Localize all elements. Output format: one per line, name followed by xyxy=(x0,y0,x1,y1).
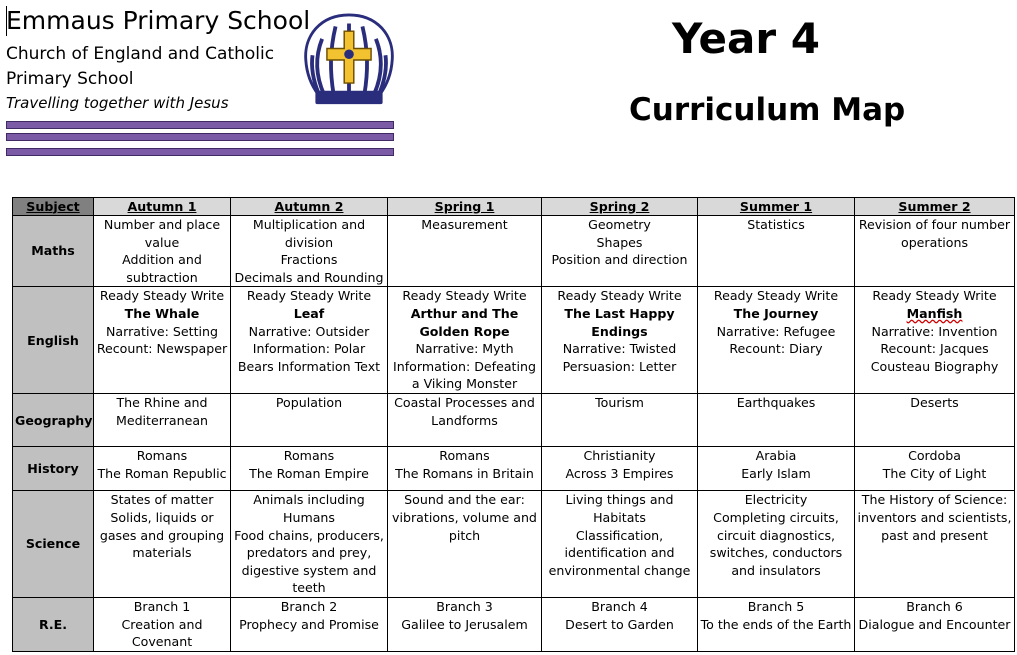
table-cell xyxy=(855,447,1015,491)
cell-line: Ready Steady Write xyxy=(246,288,372,304)
cell-line: Deserts xyxy=(910,395,959,411)
table-row xyxy=(13,447,1015,491)
cell-line: Branch 6 xyxy=(906,598,963,614)
table-cell xyxy=(94,447,231,491)
cell-line: The City of Light xyxy=(882,465,987,481)
cell-line: Food chains, producers, predators and prey, digestive system and teeth xyxy=(234,527,384,596)
cell-line: Early Islam xyxy=(741,465,811,481)
table-cell xyxy=(542,394,698,447)
school-motto: Travelling together with Jesus xyxy=(6,94,229,112)
column-header: Autumn 2 xyxy=(231,198,388,216)
cell-line: Narrative: Myth xyxy=(415,341,514,357)
cell-line: Christianity xyxy=(583,448,656,464)
book-title: Leaf xyxy=(293,305,325,321)
table-cell xyxy=(94,597,231,651)
table-cell xyxy=(855,287,1015,394)
table-cell xyxy=(388,287,542,394)
cell-line: Earthquakes xyxy=(736,395,816,411)
cell-line: Population xyxy=(275,395,343,411)
table-row xyxy=(13,491,1015,598)
cell-line: Recount: Jacques Cousteau Biography xyxy=(870,341,999,374)
cell-line: Fractions xyxy=(280,252,338,268)
table-row xyxy=(13,287,1015,394)
cell-line: Arabia xyxy=(755,448,797,464)
cell-line: Creation and Covenant xyxy=(121,616,203,650)
subject-label: R.E. xyxy=(13,597,94,651)
book-title: The Journey xyxy=(733,305,819,321)
book-title: The Whale xyxy=(124,305,200,321)
column-header: Summer 2 xyxy=(855,198,1015,216)
table-cell xyxy=(388,491,542,598)
table-row xyxy=(13,216,1015,287)
table-cell xyxy=(94,216,231,287)
cell-line: Tourism xyxy=(595,395,644,411)
header-row xyxy=(13,198,1015,216)
cell-line: Classification, identification and environmental change xyxy=(548,527,691,578)
table-cell xyxy=(94,394,231,447)
cell-line: Multiplication and division xyxy=(252,217,366,250)
table-cell xyxy=(698,287,855,394)
curriculum-map-title: Curriculum Map xyxy=(629,92,906,128)
column-header: Spring 2 xyxy=(542,198,698,216)
table-cell xyxy=(698,491,855,598)
school-name: Emmaus Primary School xyxy=(6,6,311,35)
cell-line: Completing circuits, circuit diagnostics, switches, conductors and insulators xyxy=(709,509,843,578)
table-cell xyxy=(231,491,388,598)
cell-line: Branch 1 xyxy=(133,598,191,614)
cell-line: Romans xyxy=(439,448,490,464)
cell-line: Ready Steady Write xyxy=(872,288,997,304)
cell-line: Cordoba xyxy=(908,448,961,464)
cell-line: Narrative: Refugee xyxy=(716,323,836,339)
cell-line: Solids, liquids or gases and grouping materials xyxy=(99,509,225,561)
cell-line: To the ends of the Earth xyxy=(700,616,852,632)
cell-line: Measurement xyxy=(421,217,508,232)
table-cell xyxy=(698,216,855,287)
cell-line: Branch 3 xyxy=(436,598,493,614)
cell-line: Narrative: Setting xyxy=(106,323,218,339)
cell-line: Prophecy and Promise xyxy=(239,616,379,632)
table-cell xyxy=(388,216,542,287)
cell-line: Branch 5 xyxy=(747,598,805,614)
cell-line: The History of Science: inventors and scientists, past and present xyxy=(857,492,1012,543)
column-header: Subject xyxy=(13,198,94,216)
cell-line: Branch 4 xyxy=(591,598,648,614)
book-title xyxy=(857,305,1012,323)
table-cell xyxy=(94,287,231,394)
cell-line: Living things and Habitats xyxy=(565,492,674,525)
cell-line: Geometry xyxy=(588,217,651,232)
cell-line: Desert to Garden xyxy=(565,616,674,632)
cell-line: Revision of four number operations xyxy=(858,217,1011,250)
cell-line: Position and direction xyxy=(551,252,688,268)
cell-line: Across 3 Empires xyxy=(565,465,674,481)
cell-line: Narrative: Twisted xyxy=(562,341,677,357)
cell-line: States of matter xyxy=(110,492,214,508)
table-cell xyxy=(698,447,855,491)
cell-line: The Roman Empire xyxy=(249,465,369,481)
table-cell xyxy=(542,447,698,491)
cell-line: Ready Steady Write xyxy=(402,288,527,304)
cell-line: Ready Steady Write xyxy=(99,288,225,304)
cell-line: Shapes xyxy=(596,234,643,250)
table-cell xyxy=(388,597,542,651)
column-header: Spring 1 xyxy=(388,198,542,216)
subject-label: English xyxy=(13,287,94,394)
cell-line: Romans xyxy=(283,448,335,464)
table-row xyxy=(13,394,1015,447)
cell-line: Sound and the ear: vibrations, volume and pitch xyxy=(392,492,537,543)
table-cell xyxy=(855,394,1015,447)
table-cell xyxy=(698,394,855,447)
cell-line: The Romans in Britain xyxy=(395,465,534,481)
table-cell xyxy=(231,447,388,491)
table-row xyxy=(13,597,1015,651)
cell-line: The Roman Republic xyxy=(97,465,227,481)
cell-line: Branch 2 xyxy=(280,598,338,614)
table-cell xyxy=(855,597,1015,651)
table-cell xyxy=(542,287,698,394)
subject-label: History xyxy=(13,447,94,491)
book-title: The Last Happy Endings xyxy=(564,305,675,339)
table-cell xyxy=(698,597,855,651)
cell-line: Romans xyxy=(136,448,188,464)
cell-line: Decimals and Rounding xyxy=(234,269,384,285)
year-title: Year 4 xyxy=(672,14,820,63)
table-cell xyxy=(388,394,542,447)
decorative-stripe xyxy=(6,121,394,129)
cell-line: Ready Steady Write xyxy=(713,288,839,304)
cell-line: The Rhine and Mediterranean xyxy=(115,395,209,428)
table-cell xyxy=(855,216,1015,287)
table-cell xyxy=(231,216,388,287)
column-header: Summer 1 xyxy=(698,198,855,216)
table-cell xyxy=(542,597,698,651)
table-cell xyxy=(231,394,388,447)
table-cell xyxy=(231,597,388,651)
book-title: Arthur and The Golden Rope xyxy=(410,305,519,339)
subject-label: Maths xyxy=(13,216,94,287)
school-crest-shell-logo xyxy=(300,12,398,108)
cell-line: Narrative: Invention xyxy=(871,323,998,339)
cell-line: Electricity xyxy=(744,492,808,508)
cell-line: Animals including Humans xyxy=(253,492,365,525)
curriculum-table xyxy=(12,197,1015,652)
table-cell xyxy=(388,447,542,491)
spellcheck-word: Manfish xyxy=(906,305,963,321)
column-header: Autumn 1 xyxy=(94,198,231,216)
cell-line: Statistics xyxy=(747,217,805,232)
cell-line: Recount: Newspaper xyxy=(96,341,228,357)
cell-line: Recount: Diary xyxy=(729,341,823,357)
cell-line: Persuasion: Letter xyxy=(562,358,677,374)
cell-line: Ready Steady Write xyxy=(557,288,682,304)
subject-label: Geography xyxy=(13,394,94,447)
cell-line: Number and place value xyxy=(103,217,221,250)
decorative-stripe xyxy=(6,133,394,141)
cell-line: Coastal Processes and Landforms xyxy=(394,395,535,428)
decorative-stripe xyxy=(6,148,394,156)
cell-line: Galilee to Jerusalem xyxy=(401,616,528,632)
table-cell xyxy=(94,491,231,598)
cell-line: Dialogue and Encounter xyxy=(858,616,1011,632)
cell-line: Addition and subtraction xyxy=(122,252,202,285)
table-cell xyxy=(542,491,698,598)
table-cell xyxy=(855,491,1015,598)
table-cell xyxy=(231,287,388,394)
school-subtitle: Church of England and Catholic Primary School xyxy=(6,44,275,89)
cell-line: Information: Polar Bears Information Text xyxy=(237,341,381,374)
cell-line: Information: Defeating a Viking Monster xyxy=(393,358,536,392)
cell-line: Narrative: Outsider xyxy=(248,323,370,339)
subject-label: Science xyxy=(13,491,94,598)
table-cell xyxy=(542,216,698,287)
